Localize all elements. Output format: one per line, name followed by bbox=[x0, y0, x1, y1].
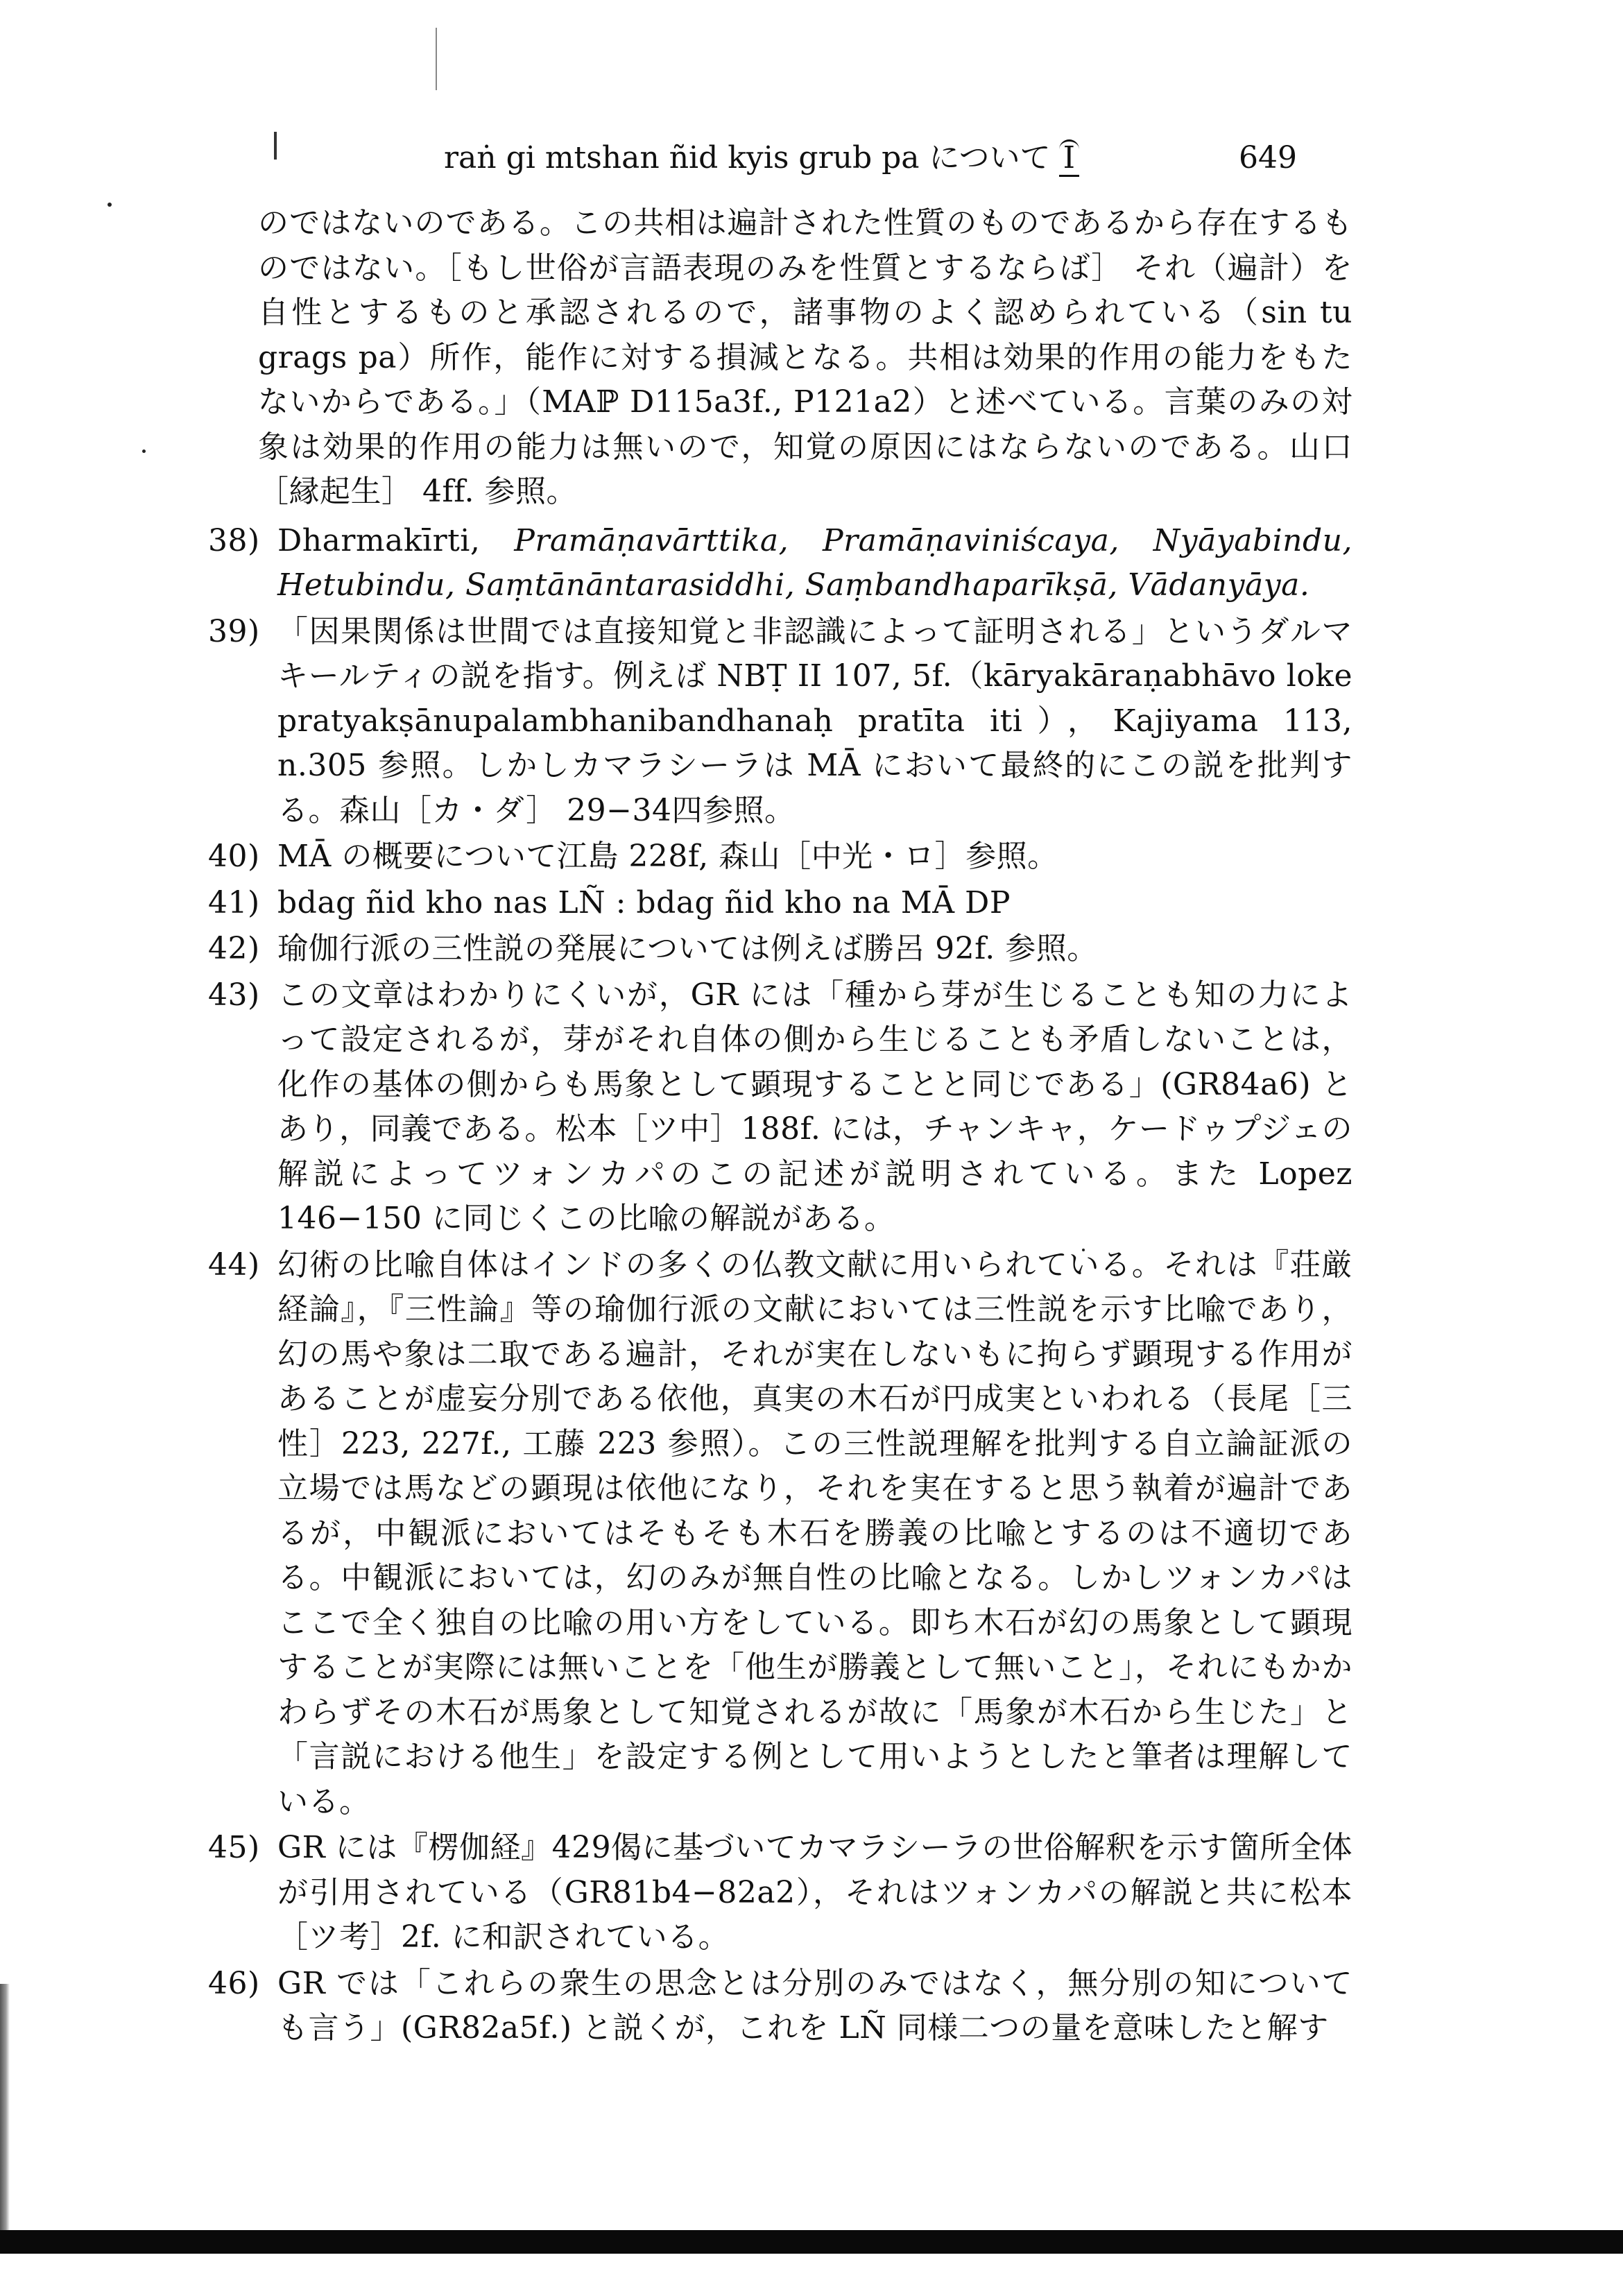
footnote-number: 42) bbox=[208, 931, 260, 966]
footnote-number: 46) bbox=[208, 1965, 260, 2001]
scan-bottom-bar bbox=[0, 2230, 1623, 2254]
footnote-45 bbox=[208, 1826, 1352, 1960]
scan-mark bbox=[436, 28, 437, 90]
scan-speck bbox=[142, 449, 146, 453]
footnote-text: MĀ の概要について江島 228f, 森山［中光・ロ］参照。 bbox=[277, 839, 1058, 874]
footnote-number: 43) bbox=[208, 977, 260, 1013]
footnote-text: 「因果関係は世間では直接知覚と非認識によって証明される」というダルマキールティの説を指す。例えば NBṬ II 107, 5f.（kāryakāraṇabhāvo loke pratyakṣānupalambhanibandhanaḥ pratīta iti），Kajiyama 113, n.305 参照。しかしカマラシーラは MĀ において最終的にこの説を批判する。森山［カ・ダ］ 29−34四参照。 bbox=[277, 613, 1352, 828]
footnote-42 bbox=[208, 927, 1352, 972]
footnote-46 bbox=[208, 1962, 1352, 2051]
footnote-text: GR には『楞伽経』429偈に基づいてカマラシーラの世俗解釈を示す箇所全体が引用されている（GR81b4−82a2），それはツォンカパの解説と共に松本［ツ考］2f. に和訳されている。 bbox=[277, 1830, 1352, 1955]
note-37-continuation: のではないのである。この共相は遍計された性質のものであるから存在するものではない。［もし世俗が言語表現のみを性質とするならば］ それ（遍計）を自性とするものと承認されるので，諸事物のよく認められている（sin tu grags pa）所作，能作に対する損減となる。共相は効果的作用の能力をもたないからである。」（MAℙ D115a3f., P121a2）と述べている。言葉のみの対象は効果的作用の能力は無いので，知覚の原因にはならないのである。山口［縁起生］ 4ff. 参照。 bbox=[258, 205, 1352, 509]
footnote-41 bbox=[208, 881, 1352, 926]
scan-speck bbox=[108, 203, 112, 207]
page-number: 649 bbox=[1239, 140, 1297, 175]
footnote-number: 39) bbox=[208, 613, 260, 649]
scan-edge-shadow bbox=[0, 1984, 10, 2241]
header-volume: I bbox=[1059, 139, 1079, 177]
footnote-39 bbox=[208, 610, 1352, 834]
footnote-number: 45) bbox=[208, 1830, 260, 1865]
footnote-text: GR では「これらの衆生の思念とは分別のみではなく，無分別の知についても言う」(GR82a5f.) と説くが，これを LÑ 同様二つの量を意味したと解す bbox=[277, 1965, 1352, 2046]
footnote-text: 幻術の比喩自体はインドの多くの仏教文献に用いられている。それは『荘厳経論』，『三性論』等の瑜伽行派の文献においては三性説を示す比喩であり，幻の馬や象は二取である遍計，それが実在しないもに拘らず顕現する作用があることが虚妄分別である依他，真実の木石が円成実といわれる（長尾［三性］223, 227f., 工藤 223 参照）。この三性説理解を批判する自立論証派の立場では馬などの顕現は依他になり，それを実在すると思う執着が遍計であるが，中観派においてはそもそも木石を勝義の比喩とするのは不適切である。中観派においては，幻のみが無自性の比喩となる。しかしツォンカパはここで全く独自の比喩の用い方をしている。即ち木石が幻の馬象として顕現することが実際には無いことを「他生が勝義として無いこと」，それにもかかわらずその木石が馬象として知覚されるが故に「馬象が木石から生じた」と「言説における他生」を設定する例として用いようとしたと筆者は理解している。 bbox=[277, 1246, 1352, 1819]
footnote-38 bbox=[208, 519, 1352, 608]
header-title bbox=[444, 130, 1079, 186]
footnote-43 bbox=[208, 973, 1352, 1242]
footnote-number: 44) bbox=[208, 1246, 260, 1283]
scan-mark bbox=[274, 132, 277, 160]
footnote-number: 40) bbox=[208, 839, 260, 874]
footnote-number: 41) bbox=[208, 884, 260, 920]
footnotes-body bbox=[208, 201, 1352, 2051]
footnote-text: Dharmakīrti, bbox=[277, 522, 515, 558]
footnote-italic-text: Pramāṇavārttika, Pramāṇaviniścaya, Nyāyabindu, Hetubindu, Saṃtānāntarasiddhi, Saṃbandhaparīkṣā, Vādanyāya. bbox=[277, 522, 1352, 603]
footnote-text: bdag ñid kho nas LÑ : bdag ñid kho na MĀ DP bbox=[277, 884, 1011, 920]
footnote-40 bbox=[208, 834, 1352, 880]
footnote-44 bbox=[208, 1243, 1352, 1825]
footnote-number: 38) bbox=[208, 522, 260, 558]
footnote-text: この文章はわかりにくいが，GR には「種から芽が生じることも知の力によって設定されるが，芽がそれ自体の側から生じることも矛盾しないことは，化作の基体の側からも馬象として顕現することと同じである」(GR84a6) とあり，同義である。松本［ツ中］188f. には，チャンキャ，ケードゥプジェの解説によってツォンカパのこの記述が説明されている。また Lopez 146−150 に同じくこの比喩の解説がある。 bbox=[277, 977, 1352, 1236]
footnote-text: 瑜伽行派の三性説の発展については例えば勝呂 92f. 参照。 bbox=[277, 931, 1098, 966]
header-title-text: raṅ gi mtshan ñid kyis grub pa について bbox=[444, 140, 1051, 175]
running-header bbox=[444, 130, 1297, 186]
